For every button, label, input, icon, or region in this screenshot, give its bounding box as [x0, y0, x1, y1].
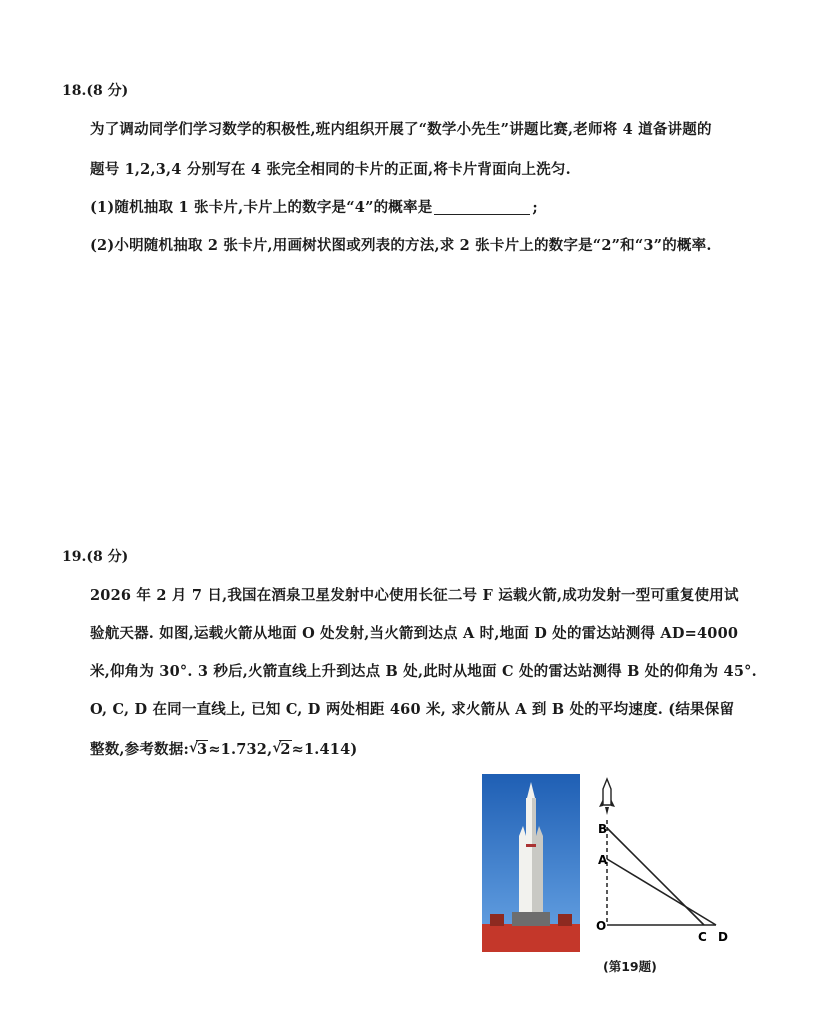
line-AD: [607, 859, 716, 925]
sqrt3-expr: [189, 741, 208, 758]
rocket-core-shade: [532, 798, 536, 914]
q19-points: (8 分): [86, 549, 129, 565]
label-A: A: [598, 853, 608, 867]
rocket-booster-right: [536, 826, 543, 916]
label-C: C: [698, 930, 707, 944]
q18-part1: [90, 196, 538, 217]
sqrt3-radicand: 3: [197, 741, 208, 758]
q19-line3: 米,仰角为 30°. 3 秒后,火箭直线上升到达点 B 处,此时从地面 C 处的雷达站测得 B 处的仰角为 45°.: [90, 663, 757, 680]
pad-structure-right: [558, 914, 572, 926]
rocket-booster-left: [519, 826, 526, 916]
pad-platform: [512, 912, 550, 926]
q19-number: 19.: [62, 549, 87, 565]
q18-number: 18.: [62, 83, 87, 99]
geometry-diagram: [590, 775, 740, 975]
q19-line5: [90, 738, 357, 759]
answer-blank[interactable]: [434, 200, 530, 215]
launch-tower: [482, 912, 580, 952]
q18-points: (8 分): [86, 83, 129, 99]
launch-pad: [482, 924, 580, 952]
q18-part1-end: ;: [532, 199, 538, 216]
figure-caption: (第19题): [603, 959, 657, 974]
reference-data-label: 整数,参考数据:: [90, 741, 190, 758]
sqrt-icon: √: [189, 740, 199, 756]
q19-line1: 2026 年 2 月 7 日,我国在酒泉卫星发射中心使用长征二号 F 运载火箭,成功发射一型可重复使用试: [90, 587, 739, 604]
label-D: D: [718, 930, 728, 944]
label-B: B: [598, 822, 608, 836]
sqrt2-radicand: 2: [280, 741, 291, 758]
rocket-band: [526, 844, 536, 847]
q19-line4: O, C, D 在同一直线上, 已知 C, D 两处相距 460 米, 求火箭从 A 到 B 处的平均速度. (结果保留: [90, 701, 735, 718]
rocket-small-icon: [599, 779, 615, 815]
q19-header: [62, 546, 128, 566]
q18-part2: (2)小明随机抽取 2 张卡片,用画树状图或列表的方法,求 2 张卡片上的数字是“2”和“3”的概率.: [90, 237, 712, 254]
q18-stem-line1: 为了调动同学们学习数学的积极性,班内组织开展了“数学小先生”讲题比赛,老师将 4 道备讲题的: [90, 121, 712, 138]
approx-1: ≈1.732,: [208, 741, 273, 758]
line-BC: [607, 828, 704, 925]
label-O: O: [596, 919, 607, 933]
q19-line2: 验航天器. 如图,运载火箭从地面 O 处发射,当火箭到达点 A 时,地面 D 处的雷达站测得 AD=4000: [90, 625, 739, 642]
q18-stem-line2: 题号 1,2,3,4 分别写在 4 张完全相同的卡片的正面,将卡片背面向上洗匀.: [90, 161, 571, 178]
sqrt2-expr: [272, 741, 291, 758]
sqrt-icon: √: [272, 740, 282, 756]
q18-part1-text: (1)随机抽取 1 张卡片,卡片上的数字是“4”的概率是: [90, 199, 433, 216]
pad-structure-left: [490, 914, 504, 926]
rocket-photo: [482, 774, 580, 952]
q18-header: [62, 80, 128, 100]
approx-2: ≈1.414): [291, 741, 358, 758]
